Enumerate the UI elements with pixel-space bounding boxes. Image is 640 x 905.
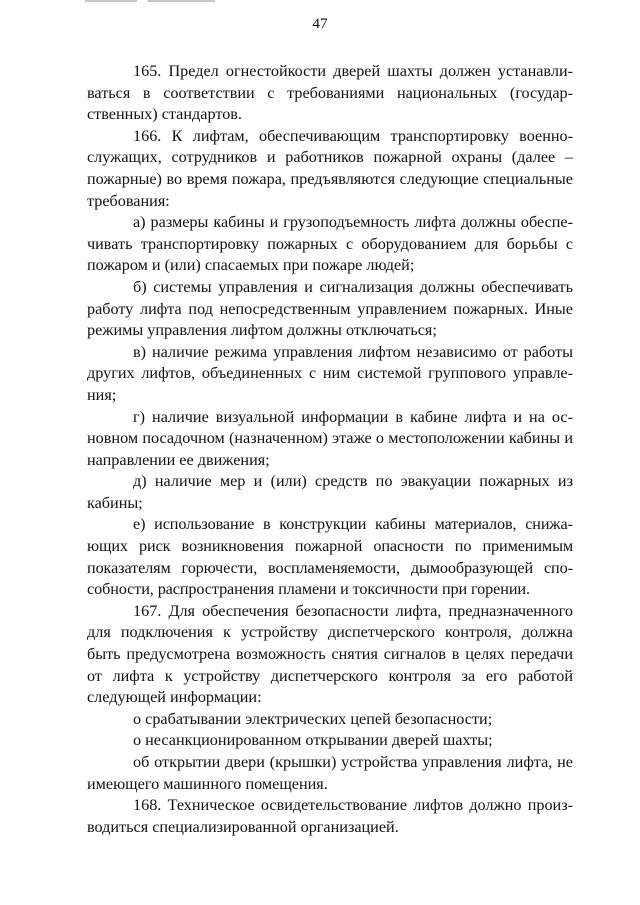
document-body <box>87 61 573 838</box>
list-item-d: д) наличие мер и (или) средств по эвакуации пожарных из кабины; <box>87 472 573 512</box>
paragraph-166: 166. К лифтам, обеспечивающим транспортировку военнослужащих, сотрудников и работников пожарной охраны (далее – пожарные) во время пожара, предъявляются следующие специальные требования: <box>87 126 573 210</box>
paragraph-167: 167. Для обеспечения безопасности лифта, предназначенного для подключения к устройству диспетчерского контроля, должна быть предусмотрена возможность снятия сигналов в целях передачи от лифта к устройству диспетчерского контроля за его работой следующей информации: <box>87 601 573 707</box>
paragraph-165: 165. Предел огнестойкости дверей шахты должен устанавливаться в соответствии с требованиями национальных (государственных) стандартов. <box>87 62 573 124</box>
list-item-g: г) наличие визуальной информации в кабине лифта и на основном посадочном (назначенном) этаже о местоположении кабины и направлении ее движения; <box>87 407 573 469</box>
list-item-a: а) размеры кабины и грузоподъемность лифта должны обеспечивать транспортировку пожарных с оборудованием для борьбы с пожаром и (или) спасаемых при пожаре людей; <box>87 213 573 275</box>
page-number: 47 <box>312 16 328 32</box>
paragraph-168: 168. Техническое освидетельствование лифтов должно производиться специализированной организацией. <box>87 796 573 836</box>
info-item-control-door: об открытии двери (крышки) устройства управления лифта, не имеющего машинного помещения. <box>87 753 573 793</box>
scan-edge-mark <box>85 0 215 2</box>
list-item-v: в) наличие режима управления лифтом независимо от работы других лифтов, объединенных с ним системой группового управления; <box>87 342 573 404</box>
list-item-e: е) использование в конструкции кабины материалов, снижающих риск возникновения пожарной опасности по применимым показателям горючести, воспламеняемости, дымообразующей способности, распространения пламени и токсичности при горении. <box>87 515 573 599</box>
info-item-circuits: о срабатывании электрических цепей безопасности; <box>133 709 493 728</box>
list-item-b: б) системы управления и сигнализация должны обеспечивать работу лифта под непосредственным управлением пожарных. Иные режимы управления лифтом должны отключаться; <box>87 277 573 340</box>
info-item-shaft-doors: о несанкционированном открывании дверей шахты; <box>133 731 493 750</box>
